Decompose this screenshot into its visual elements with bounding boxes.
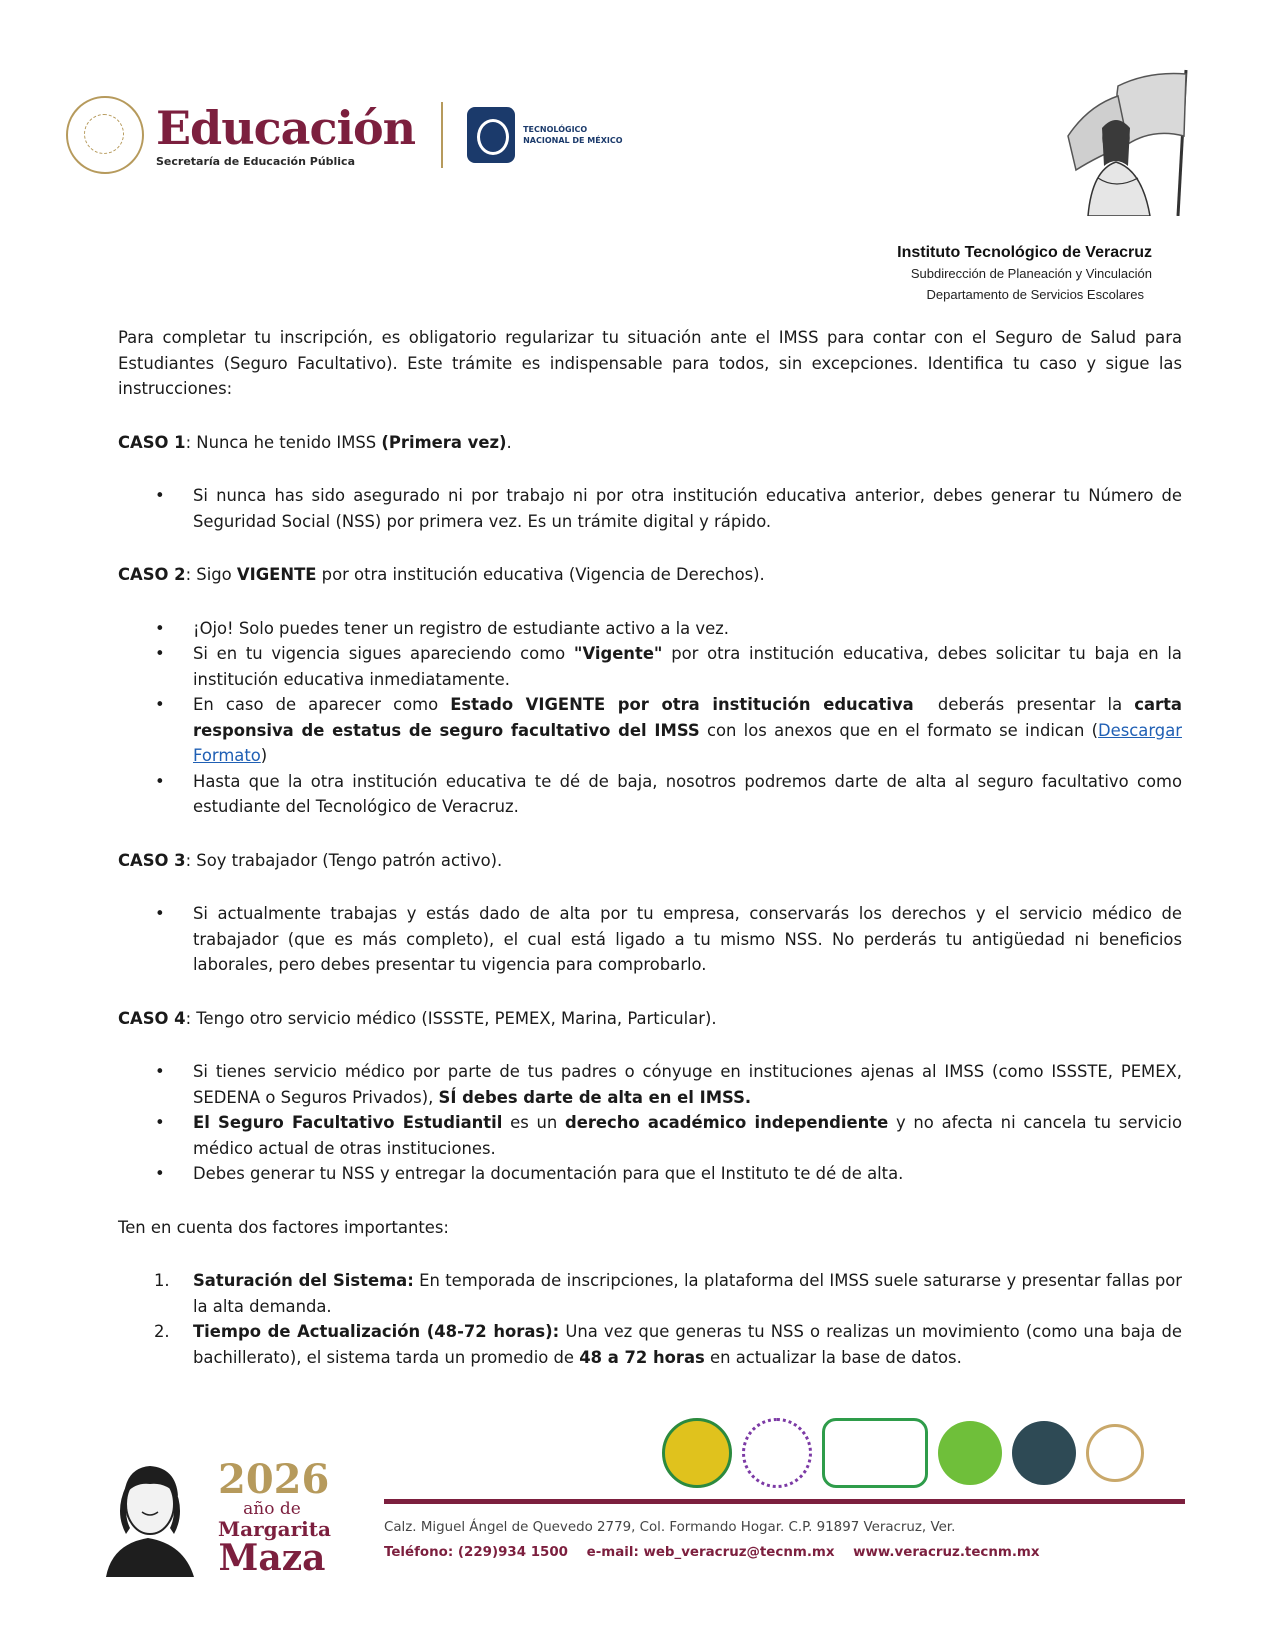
- list-item: [118, 692, 1182, 769]
- caso-1-end: .: [506, 432, 512, 452]
- caso-2-item-3-a: En caso de aparecer como: [193, 695, 451, 714]
- factor-2-b: en actualizar la base de datos.: [704, 1347, 962, 1367]
- caso-3-item-1: Si actualmente trabajas y estás dado de alta por tu empresa, conservarás los derechos y el servicio médico de trabajador (que es más completo), el cual está ligado a tu mismo NSS. No perderás tu antigüedad ni beneficios laborales, pero debes presentar tu vigencia para comprobarlo.: [193, 904, 1182, 974]
- certification-logos: [662, 1418, 1144, 1488]
- norma-igualdad-logo: [742, 1418, 812, 1488]
- caso-2-item-3-c: con los anexos que en el formato se indican (: [699, 720, 1099, 740]
- bullet-icon: •: [155, 771, 165, 791]
- footer-contact: [384, 1542, 1054, 1564]
- caso-4-item-2-a: es un: [502, 1113, 565, 1132]
- bullet-icon: •: [155, 904, 165, 923]
- factor-2-a: Una vez que generas tu NSS o realizas un movimiento (como una baja de bachillerato), el sistema tarda un promedio de: [193, 1322, 1182, 1367]
- bullet-icon: •: [155, 644, 165, 663]
- institution-block: [897, 243, 1152, 305]
- caso-1-item-1: Si nunca has sido asegurado ni por trabajo ni por otra institución educativa anterior, debes generar tu Número de Seguridad Social (NSS) por primera vez. Es un trámite digital y rápido.: [193, 486, 1182, 531]
- sep-logo: [156, 100, 416, 168]
- bullet-icon: •: [155, 618, 165, 638]
- bullet-icon: •: [155, 1062, 165, 1081]
- factor-1-bold: Saturación del Sistema:: [193, 1271, 414, 1290]
- gold-seal-logo: [1086, 1424, 1144, 1482]
- list-number: 2.: [154, 1322, 170, 1341]
- list-item: [118, 641, 1182, 692]
- caso-2-item-3-b: deberás presentar la: [913, 695, 1135, 714]
- caso-2-text-a: : Sigo: [185, 565, 237, 584]
- bullet-icon: •: [155, 695, 165, 714]
- departamento: Departamento de Servicios Escolares: [926, 287, 1144, 302]
- footer-website[interactable]: www.veracruz.tecnm.mx: [853, 1545, 1040, 1560]
- list-number: 1.: [154, 1271, 170, 1290]
- intro-paragraph: Para completar tu inscripción, es obligatorio regularizar tu situación ante el IMSS para contar con el Seguro de Salud para Estudiantes (Seguro Facultativo). Este trámite es indispensable para todos, sin excepciones. Identifica tu caso y sigue las instrucciones:: [118, 328, 1182, 398]
- tecnm-logo-icon: [467, 107, 515, 163]
- list-item: [118, 1319, 1182, 1370]
- sep-logo-subtitle: Secretaría de Educación Pública: [156, 154, 356, 168]
- caso-2-item-1: ¡Ojo! Solo puedes tener un registro de estudiante activo a la vez.: [193, 618, 729, 638]
- caso-2-item-3-d: ): [260, 746, 268, 765]
- caso-2-text-b: por otra institución educativa (Vigencia de Derechos).: [316, 565, 765, 584]
- caso-4-label: CASO 4: [118, 1008, 186, 1028]
- sep-logo-title: Educación: [156, 100, 416, 155]
- list-item: [118, 483, 1182, 534]
- caso-2-bold: VIGENTE: [236, 565, 317, 584]
- list-item: [118, 1161, 1182, 1187]
- caso-4-list: [118, 1059, 1182, 1187]
- caso-3-list: [118, 901, 1182, 978]
- list-item: [118, 616, 1182, 642]
- bullet-icon: •: [155, 1164, 165, 1183]
- caso-1-bold: (Primera vez): [381, 432, 507, 452]
- factor-2-bold: Tiempo de Actualización (48-72 horas):: [193, 1322, 560, 1341]
- header-logos: [66, 96, 623, 174]
- logo-divider: [441, 102, 443, 168]
- factores-intro: Ten en cuenta dos factores importantes:: [118, 1217, 449, 1237]
- bullet-icon: •: [155, 1113, 165, 1132]
- year-maza: Maza: [218, 1537, 326, 1579]
- institution-name: Instituto Tecnológico de Veracruz: [897, 244, 1152, 261]
- iso-9001-logo: [1012, 1421, 1076, 1485]
- caso-2-item-3-bold-2: carta responsiva de estatus de seguro facultativo del IMSS: [193, 695, 1182, 740]
- document-body: [118, 325, 1182, 1370]
- footer-email[interactable]: e-mail: web_veracruz@tecnm.mx: [586, 1545, 835, 1560]
- subdireccion: Subdirección de Planeación y Vinculación: [910, 266, 1152, 281]
- caso-3-label: CASO 3: [118, 850, 186, 870]
- year-ano-de: año de: [243, 1499, 301, 1519]
- caso-2-heading: [118, 562, 1182, 588]
- factores-list: [118, 1268, 1182, 1370]
- year-2026-block: [218, 1456, 331, 1579]
- list-item: [118, 1268, 1182, 1319]
- espacio-libre-plastico-logo: [822, 1418, 928, 1488]
- caso-2-list: [118, 616, 1182, 820]
- footer-address: Calz. Miguel Ángel de Quevedo 2779, Col. Formando Hogar. C.P. 91897 Veracruz, Ver.: [384, 1520, 956, 1535]
- caso-4-item-2-bold-2: derecho académico independiente: [564, 1113, 889, 1132]
- caso-2-label: CASO 2: [118, 565, 186, 584]
- list-item: [118, 901, 1182, 978]
- iso-14001-logo: [938, 1421, 1002, 1485]
- caso-1-list: [118, 483, 1182, 534]
- caso-3-text: : Soy trabajador (Tengo patrón activo).: [185, 850, 503, 870]
- year-number: 2026: [218, 1456, 330, 1503]
- caso-2-item-2-bold: "Vigente": [573, 644, 663, 663]
- footer-telefono: Teléfono: (229)934 1500: [384, 1545, 568, 1560]
- itv-logo: [662, 1418, 732, 1488]
- tecnm-logo-text: [523, 124, 622, 146]
- list-item: [118, 1110, 1182, 1161]
- caso-4-item-3: Debes generar tu NSS y entregar la documentación para que el Instituto te dé de alta.: [193, 1164, 904, 1183]
- caso-1-heading: [118, 430, 1182, 456]
- bullet-icon: •: [155, 486, 165, 505]
- caso-2-item-3-bold-1: Estado VIGENTE por otra institución educativa: [450, 695, 914, 714]
- mexico-seal-logo: [66, 96, 144, 174]
- caso-4-item-1-bold: SÍ debes darte de alta en el IMSS.: [438, 1087, 752, 1107]
- list-item: [118, 769, 1182, 820]
- caso-1-text: : Nunca he tenido IMSS: [185, 432, 382, 452]
- flag-woman-illustration: [1058, 66, 1198, 216]
- tecnm-line-1: TECNOLÓGICO: [523, 125, 588, 134]
- caso-4-item-1-a: Si tienes servicio médico por parte de tus padres o cónyuge en instituciones ajenas al IMSS (como ISSSTE, PEMEX, SEDENA o Seguros Privados),: [193, 1062, 1182, 1107]
- caso-4-text: : Tengo otro servicio médico (ISSSTE, PEMEX, Marina, Particular).: [185, 1008, 717, 1028]
- caso-1-label: CASO 1: [118, 432, 186, 452]
- year-margarita: Margarita: [218, 1517, 331, 1541]
- descargar-formato-link[interactable]: Descargar Formato: [193, 720, 1182, 765]
- factor-1-text: En temporada de inscripciones, la plataforma del IMSS suele saturarse y presentar fallas por la alta demanda.: [193, 1271, 1182, 1316]
- margarita-maza-portrait: [86, 1452, 216, 1577]
- factor-2-bold-2: 48 a 72 horas: [579, 1347, 705, 1367]
- caso-3-heading: [118, 848, 1182, 874]
- footer-rule: [384, 1499, 1185, 1504]
- caso-2-item-2-b: por otra institución educativa, debes solicitar tu baja en la institución educativa inmediatamente.: [193, 644, 1182, 689]
- caso-4-heading: [118, 1006, 1182, 1032]
- caso-4-item-2-bold-1: El Seguro Facultativo Estudiantil: [193, 1113, 503, 1132]
- caso-4-item-2-b: y no afecta ni cancela tu servicio médico actual de otras instituciones.: [193, 1113, 1182, 1158]
- list-item: [118, 1059, 1182, 1110]
- caso-2-item-2-a: Si en tu vigencia sigues apareciendo como: [193, 644, 574, 663]
- caso-2-item-4: Hasta que la otra institución educativa te dé de baja, nosotros podremos darte de alta al seguro facultativo como estudiante del Tecnológico de Veracruz.: [193, 771, 1182, 816]
- tecnm-line-2: NACIONAL DE MÉXICO: [523, 136, 623, 145]
